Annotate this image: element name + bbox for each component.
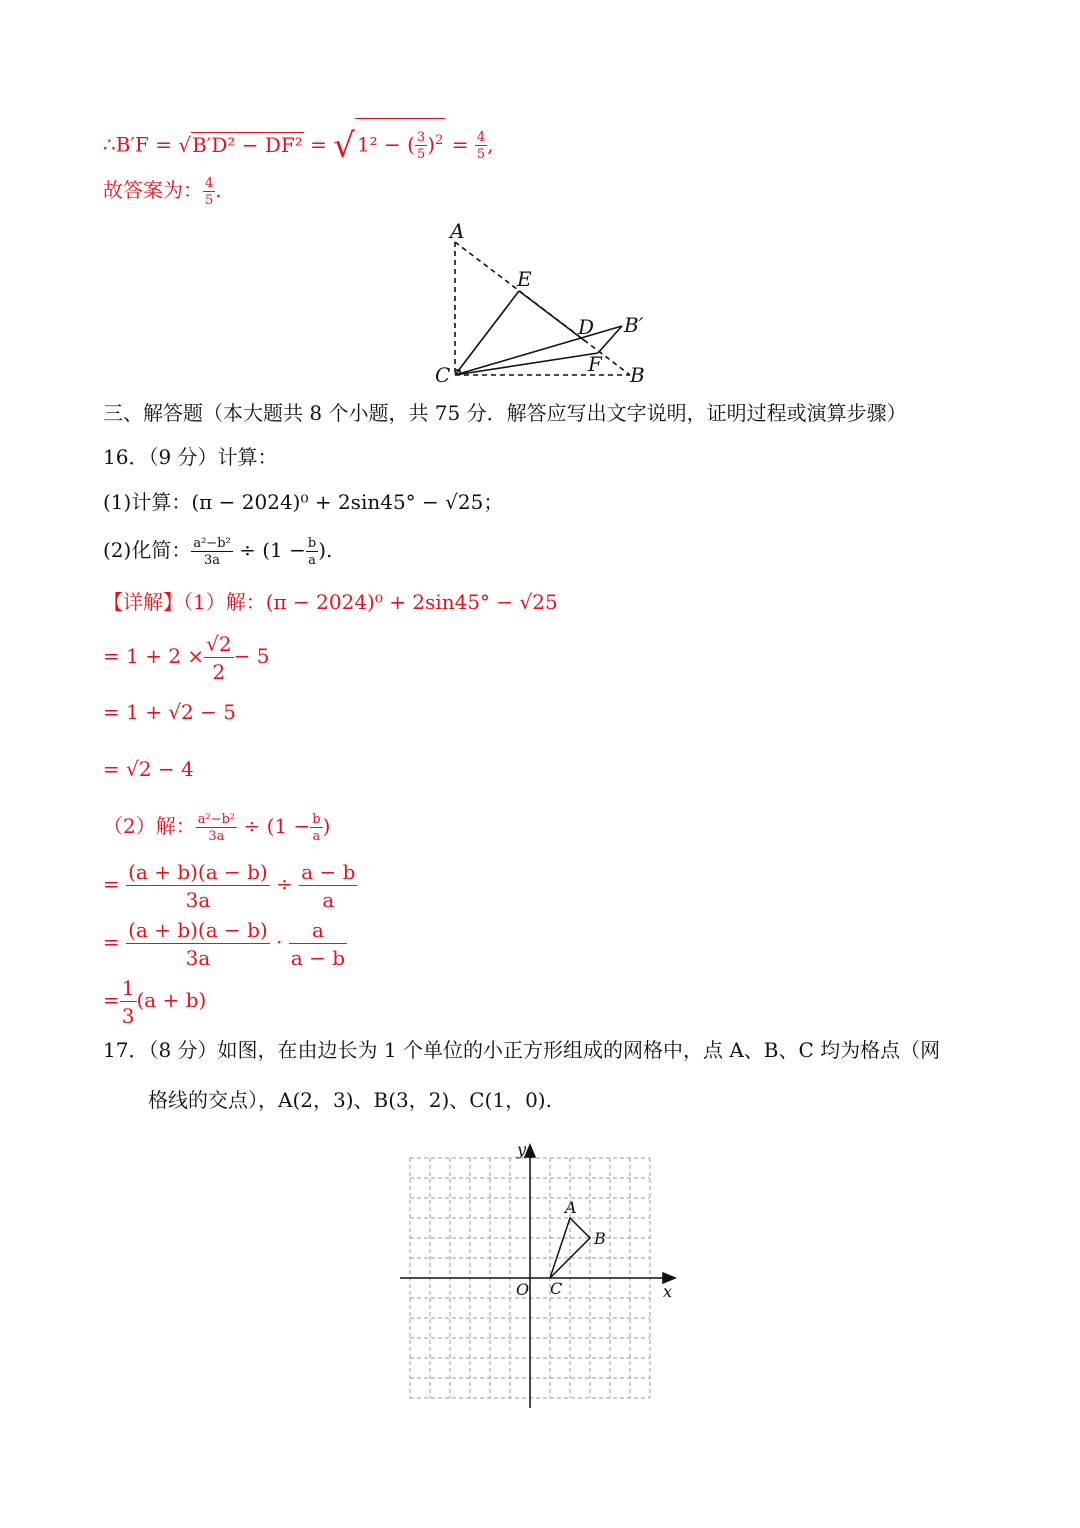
answer-label: 故答案为： — [103, 178, 203, 202]
label-y: y — [517, 1140, 527, 1159]
result-fraction: $\frac{4}{5}$ — [476, 130, 486, 163]
y-axis-arrow — [525, 1145, 535, 1157]
label-O: O — [516, 1280, 530, 1299]
answer-fraction: $\frac{4}{5}$ — [205, 175, 214, 208]
q16-part2-fraction: $\frac{\text{a²−b²}}{3a}$ — [193, 535, 231, 568]
label-point-C: C — [550, 1279, 563, 1298]
triangle-ABC — [550, 1218, 590, 1278]
big-root-symbol: √ — [333, 126, 355, 167]
label-E: E — [517, 267, 532, 291]
q16-step1: = 1 + 2 × $\frac{√2}{2}$ − 5 — [103, 631, 270, 684]
segment-CF — [455, 353, 598, 375]
fraction-3-5: $\frac{3}{5}$ — [416, 130, 426, 163]
coordinate-grid-figure — [395, 1138, 685, 1413]
label-B: B — [630, 363, 645, 387]
big-root-radicand: 1² − ( $\frac{3}{5}$ )$^2$ — [355, 118, 445, 165]
lhs-text: B′F — [115, 132, 149, 157]
solution-tag: 【详解】 — [103, 590, 183, 614]
prev-solution-equation: ∴B′F = √B′D² − DF² = √ 1² − ( $\frac{3}{5}$ )$^2$ = $\frac{4}{5}$ , — [103, 118, 493, 158]
q16-step2a: = $\frac{(a + b)(a - b)}{3a}$ ÷ $\frac{a - b}{a}$ — [103, 859, 356, 912]
q16-part2-label: (2)化简： — [103, 538, 192, 562]
q16-step2: = 1 + √2 − 5 — [103, 700, 236, 724]
q16-title: 16．（9 分）计算： — [103, 445, 278, 469]
q16-solution-1: 【详解】（1）解：(π − 2024)⁰ + 2sin45° − √25 — [103, 590, 558, 614]
q16-part1-label: (1)计算： — [103, 490, 192, 514]
q16-step3: = √2 − 4 — [103, 757, 194, 781]
q17-line2: 格线的交点），A(2，3)、B(3，2)、C(1，0). — [148, 1088, 552, 1112]
answer-line: 故答案为： $\frac{4}{5}$ . — [103, 175, 222, 208]
q16-step2c: = $\frac{1}{3}$ (a + b) — [103, 975, 207, 1028]
label-point-B: B — [594, 1229, 606, 1248]
q17-line1: 17．（8 分）如图，在由边长为 1 个单位的小正方形组成的网格中，点 A、B、C 均为格点（网 — [103, 1038, 941, 1062]
q16-part1-expr: (π − 2024)⁰ + 2sin45° − √25； — [191, 490, 504, 514]
segment-CE — [455, 291, 519, 375]
therefore-symbol: ∴ — [103, 132, 116, 157]
q16-step2b: = $\frac{(a + b)(a - b)}{3a}$ · $\frac{a}{a - b}$ — [103, 917, 346, 970]
q16-part2: (2)化简： $\frac{\text{a²−b²}}{3a}$ ÷ (1 − $\frac{b}{a}$ ). — [103, 535, 333, 568]
sqrt2-over-2: $\frac{√2}{2}$ — [206, 631, 232, 684]
sqrt-expr: √B′D² − DF² — [178, 132, 303, 157]
label-A: A — [450, 220, 465, 243]
label-point-A: A — [565, 1198, 577, 1217]
section-heading: 三、解答题（本大题共 8 个小题，共 75 分．解答应写出文字说明，证明过程或演算步骤） — [103, 401, 907, 425]
label-Bprime: B′ — [624, 313, 644, 337]
label-C: C — [435, 363, 451, 387]
label-F: F — [588, 352, 602, 376]
label-D: D — [578, 315, 595, 339]
q16-part1 — [103, 484, 503, 520]
label-x: x — [663, 1282, 673, 1301]
q16-solution-2: （2）解： $\frac{\text{a²−b²}}{3a}$ ÷ (1 − $\frac{b}{a}$ ) — [103, 811, 331, 844]
segment-ED — [519, 291, 585, 341]
triangle-figure — [430, 220, 660, 390]
